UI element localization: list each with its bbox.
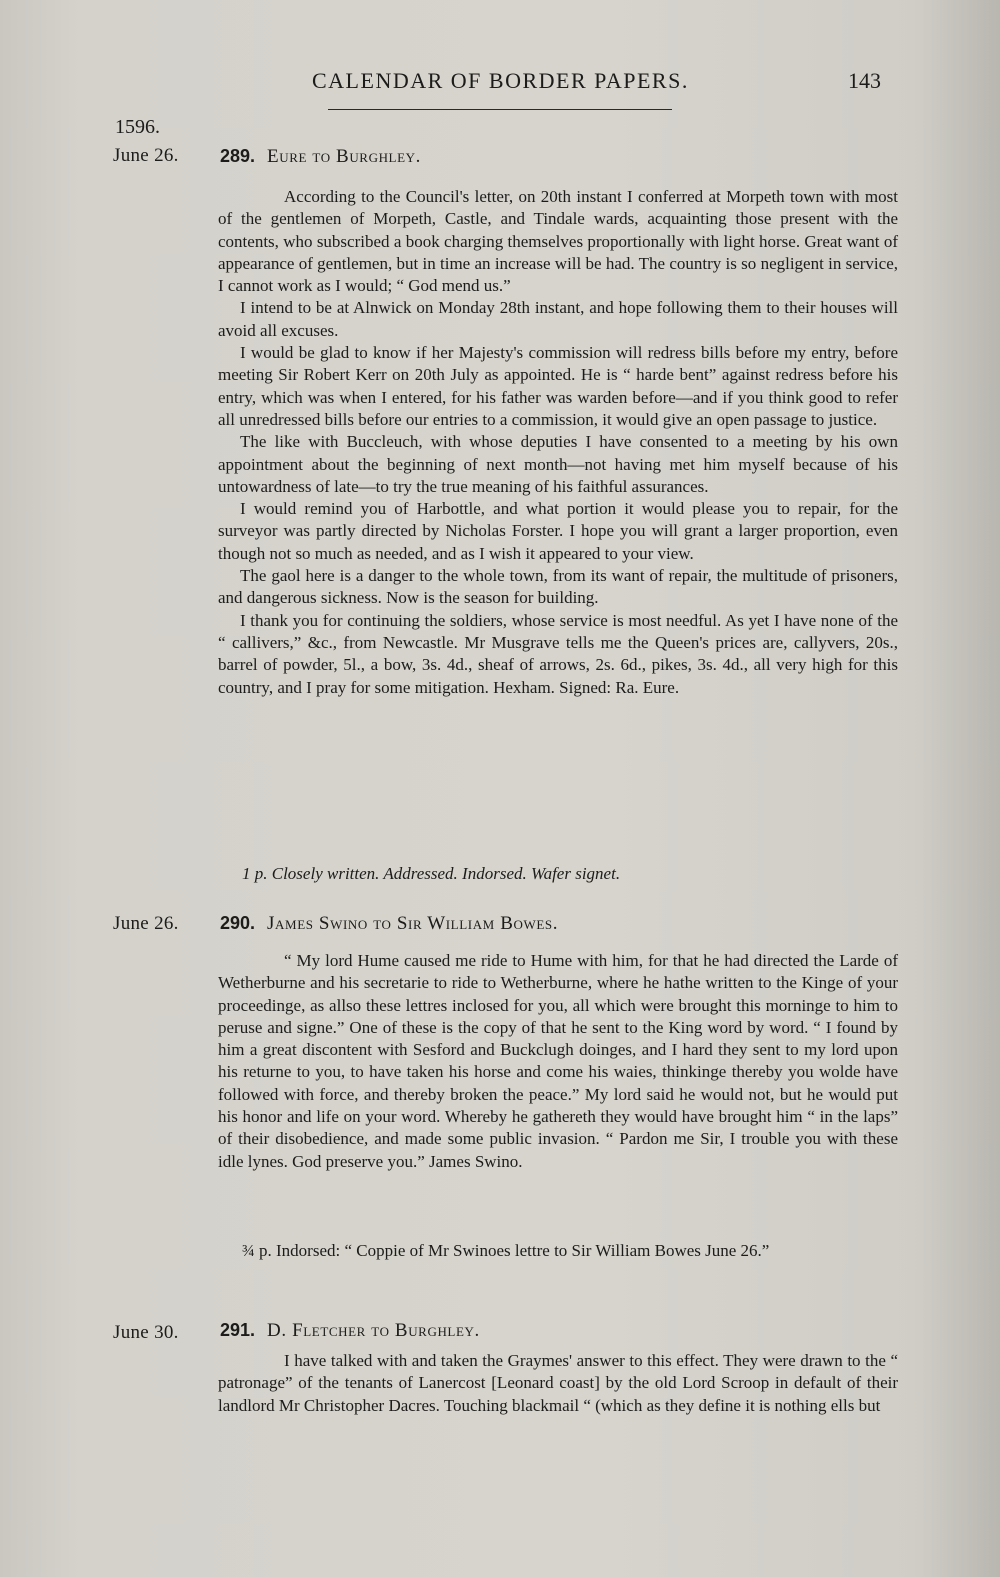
- paragraph: I have talked with and taken the Graymes' answer to this effect. They were drawn to the “ patronage” of the tenants of Lanercost [Leonard coast] by the old Lord Scroop in default of their landlord Mr Christopher Dacres. Touching blackmail “ (which as they define it is nothing ells but: [218, 1351, 898, 1415]
- entry-number: 289.: [220, 146, 256, 166]
- running-head: [0, 68, 1000, 100]
- entry-body: [218, 950, 898, 1173]
- entry-body: [218, 186, 898, 699]
- paragraph: The gaol here is a danger to the whole town, from its want of repair, the multitude of prisoners, and dangerous sickness. Now is the season for building.: [218, 566, 898, 608]
- entry-number: 290.: [220, 913, 256, 933]
- page-shadow: [910, 0, 1000, 1577]
- paragraph: “ My lord Hume caused me ride to Hume with him, for that he had directed the Larde of Wetherburne and his secretarie to ride to Wetherburne, where he hathe written to the Kinge of your proceedinge, as allso these lettres inclosed for you, all which were brought this morninge to him to peruse and signe.” One of these is the copy of that he sent to the King word by word. “ I found by him a great discontent with Sesford and Buckclugh doinges, and I hard they sent to my lord upon his returne to you, to have taken his horse and come his waies, thinkinge thereby you wolde have followed with force, and thereby broken the peace.” My lord said he would not, but he would put his honor and life on your word. Whereby he gathereth they would have brought him “ in the laps” of their disobedience, and made some public invasion. “ Pardon me Sir, I trouble you with these idle lynes. God preserve you.” James Swino.: [218, 951, 898, 1171]
- entry-title: James Swino to Sir William Bowes.: [267, 913, 559, 934]
- entry-number: 291.: [220, 1320, 256, 1340]
- header-rule: [328, 109, 672, 110]
- entry-title: D. Fletcher to Burghley.: [267, 1320, 480, 1341]
- paragraph: I thank you for continuing the soldiers, whose service is most needful. As yet I have none of the “ callivers,” &c., from Newcastle. Mr Musgrave tells me the Queen's prices are, callyvers, 20s., barrel of powder, 5l., a bow, 3s. 4d., sheaf of arrows, 2s. 6d., pikes, 3s. 4d., all very high for this country, and I pray for some mitigation. Hexham. Signed: Ra. Eure.: [218, 610, 898, 697]
- entry-heading: [220, 146, 421, 168]
- entry-heading: [220, 1320, 480, 1342]
- running-title: CALENDAR OF BORDER PAPERS.: [312, 68, 689, 93]
- entry-description: 1 p. Closely written. Addressed. Indorsed. Wafer signet.: [242, 864, 621, 883]
- paragraph: I would remind you of Harbottle, and what portion it would please you to repair, for the surveyor was partly directed by Nicholas Forster. I hope you will grant a larger proportion, even though not so much as needed, and as I wish it appeared to your view.: [218, 499, 898, 563]
- entry-title: Eure to Burghley.: [267, 146, 421, 167]
- paragraph: I intend to be at Alnwick on Monday 28th instant, and hope following them to their houses will avoid all excuses.: [218, 298, 898, 340]
- paragraph: According to the Council's letter, on 20th instant I conferred at Morpeth town with most of the gentlemen of Morpeth, Castle, and Tindale wards, acquainting those present with the contents, who subscribed a book charging themselves proportionally with light horse. Great want of appearance of gentlemen, but in time an increase will be had. The country is so negligent in service, I cannot work as I would; “ God mend us.”: [218, 187, 898, 296]
- entry-description: ¾ p. Indorsed: “ Coppie of Mr Swinoes lettre to Sir William Bowes June 26.”: [242, 1241, 770, 1260]
- entry-body: [218, 1350, 898, 1417]
- page-number: 143: [848, 68, 881, 93]
- margin-year: 1596.: [115, 116, 160, 138]
- entry-date: June 26.: [113, 145, 179, 166]
- paragraph: The like with Buccleuch, with whose deputies I have consented to a meeting by his own appointment about the beginning of next month—not having met him myself because of his untowardness of late—to try the true meaning of his faithful assurances.: [218, 432, 898, 496]
- entry-heading: [220, 913, 558, 935]
- paragraph: I would be glad to know if her Majesty's commission will redress bills before my entry, before meeting Sir Robert Kerr on 20th July as appointed. He is “ harde bent” against redress before his entry, which was when I entered, for his father was warden before—and if you think good to refer all unredressed bills before our entries to a commission, it would give an open passage to justice.: [218, 343, 898, 429]
- entry-date: June 30.: [113, 1322, 179, 1343]
- entry-date: June 26.: [113, 913, 179, 934]
